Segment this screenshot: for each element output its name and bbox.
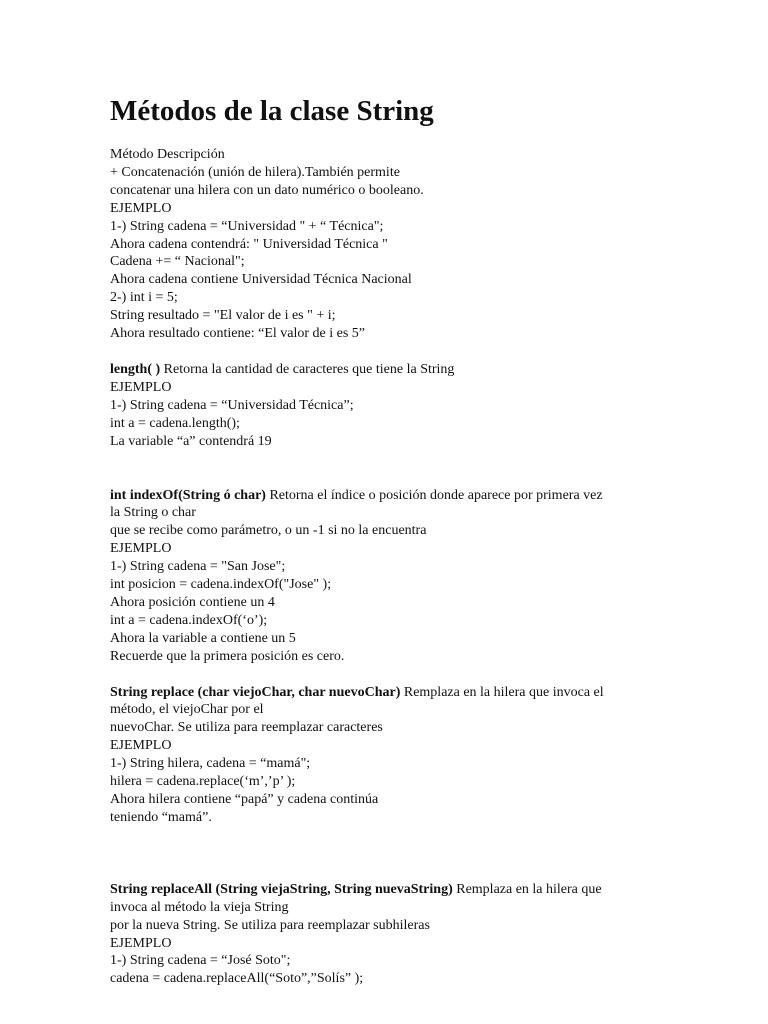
text-line: 1-) String cadena = "San Jose"; bbox=[110, 559, 286, 575]
text-line: EJEMPLO bbox=[110, 379, 172, 395]
method-name: String replace (char viejoChar, char nuevoChar) bbox=[110, 684, 401, 700]
method-description: Remplaza en la hilera que invoca el bbox=[400, 684, 604, 700]
text-line: nuevoChar. Se utiliza para reemplazar caracteres bbox=[110, 720, 383, 736]
text-line: + Concatenación (unión de hilera).También permite bbox=[110, 164, 400, 180]
text-line: Ahora resultado contiene: “El valor de i es 5” bbox=[110, 326, 366, 342]
method-description: Retorna la cantidad de caracteres que tiene la String bbox=[160, 361, 455, 377]
section-length bbox=[110, 361, 670, 451]
text-line: teniendo “mamá”. bbox=[110, 809, 212, 825]
text-line: 1-) String hilera, cadena = “mamá"; bbox=[110, 756, 311, 772]
text-line: EJEMPLO bbox=[110, 738, 172, 754]
section-concatenation bbox=[110, 146, 670, 343]
method-description: Remplaza en la hilera que bbox=[452, 881, 602, 897]
text-line: la String o char bbox=[110, 505, 196, 521]
text-line: int a = cadena.indexOf(‘o’); bbox=[110, 612, 268, 628]
section-replaceall bbox=[110, 881, 670, 988]
text-line: Método Descripción bbox=[110, 147, 225, 162]
method-description: Retorna el índice o posición donde aparece por primera vez bbox=[265, 487, 603, 503]
method-heading-line bbox=[110, 881, 670, 899]
text-line: Ahora hilera contiene “papá” y cadena continúa bbox=[110, 792, 379, 807]
text-line: int posicion = cadena.indexOf("Jose" ); bbox=[110, 577, 332, 593]
text-line: 1-) String cadena = “Universidad " + “ Técnica"; bbox=[110, 218, 384, 234]
text-line: EJEMPLO bbox=[110, 935, 172, 951]
method-heading-line bbox=[110, 684, 670, 702]
text-line: por la nueva String. Se utiliza para reemplazar subhileras bbox=[110, 917, 430, 933]
text-line: Ahora cadena contendrá: " Universidad Técnica " bbox=[110, 236, 388, 252]
text-line: int a = cadena.length(); bbox=[110, 415, 240, 431]
method-name: String replaceAll (String viejaString, String nuevaString) bbox=[110, 881, 453, 897]
text-line: cadena = cadena.replaceAll(“Soto”,”Solís” ); bbox=[110, 971, 364, 987]
text-line: 1-) String cadena = “José Soto"; bbox=[110, 953, 291, 969]
method-name: int indexOf(String ó char) bbox=[110, 487, 266, 503]
page-title: Métodos de la clase String bbox=[110, 95, 434, 127]
text-line: invoca al método la vieja String bbox=[110, 899, 289, 915]
text-line: hilera = cadena.replace(‘m’,’p’ ); bbox=[110, 774, 296, 790]
section-indexof bbox=[110, 487, 670, 666]
text-line: Cadena += “ Nacional"; bbox=[110, 254, 245, 270]
text-line: método, el viejoChar por el bbox=[110, 702, 264, 718]
method-heading-line bbox=[110, 487, 670, 505]
text-line: EJEMPLO bbox=[110, 541, 172, 557]
text-line: La variable “a” contendrá 19 bbox=[110, 433, 272, 449]
text-line: Ahora cadena contiene Universidad Técnica Nacional bbox=[110, 272, 412, 288]
text-line: que se recibe como parámetro, o un -1 si no la encuentra bbox=[110, 523, 427, 539]
text-line: String resultado = "El valor de i es " + i; bbox=[110, 308, 336, 324]
text-line: 2-) int i = 5; bbox=[110, 290, 178, 306]
text-line: Ahora la variable a contiene un 5 bbox=[110, 630, 296, 646]
text-line: Ahora posición contiene un 4 bbox=[110, 594, 275, 610]
method-name: length( ) bbox=[110, 361, 161, 377]
method-heading-line bbox=[110, 361, 670, 379]
text-line: EJEMPLO bbox=[110, 200, 172, 216]
text-line: Recuerde que la primera posición es cero. bbox=[110, 648, 345, 664]
text-line: 1-) String cadena = “Universidad Técnica”; bbox=[110, 397, 354, 413]
document-page bbox=[110, 93, 670, 988]
section-replace bbox=[110, 684, 670, 827]
text-line: concatenar una hilera con un dato numérico o booleano. bbox=[110, 182, 424, 198]
